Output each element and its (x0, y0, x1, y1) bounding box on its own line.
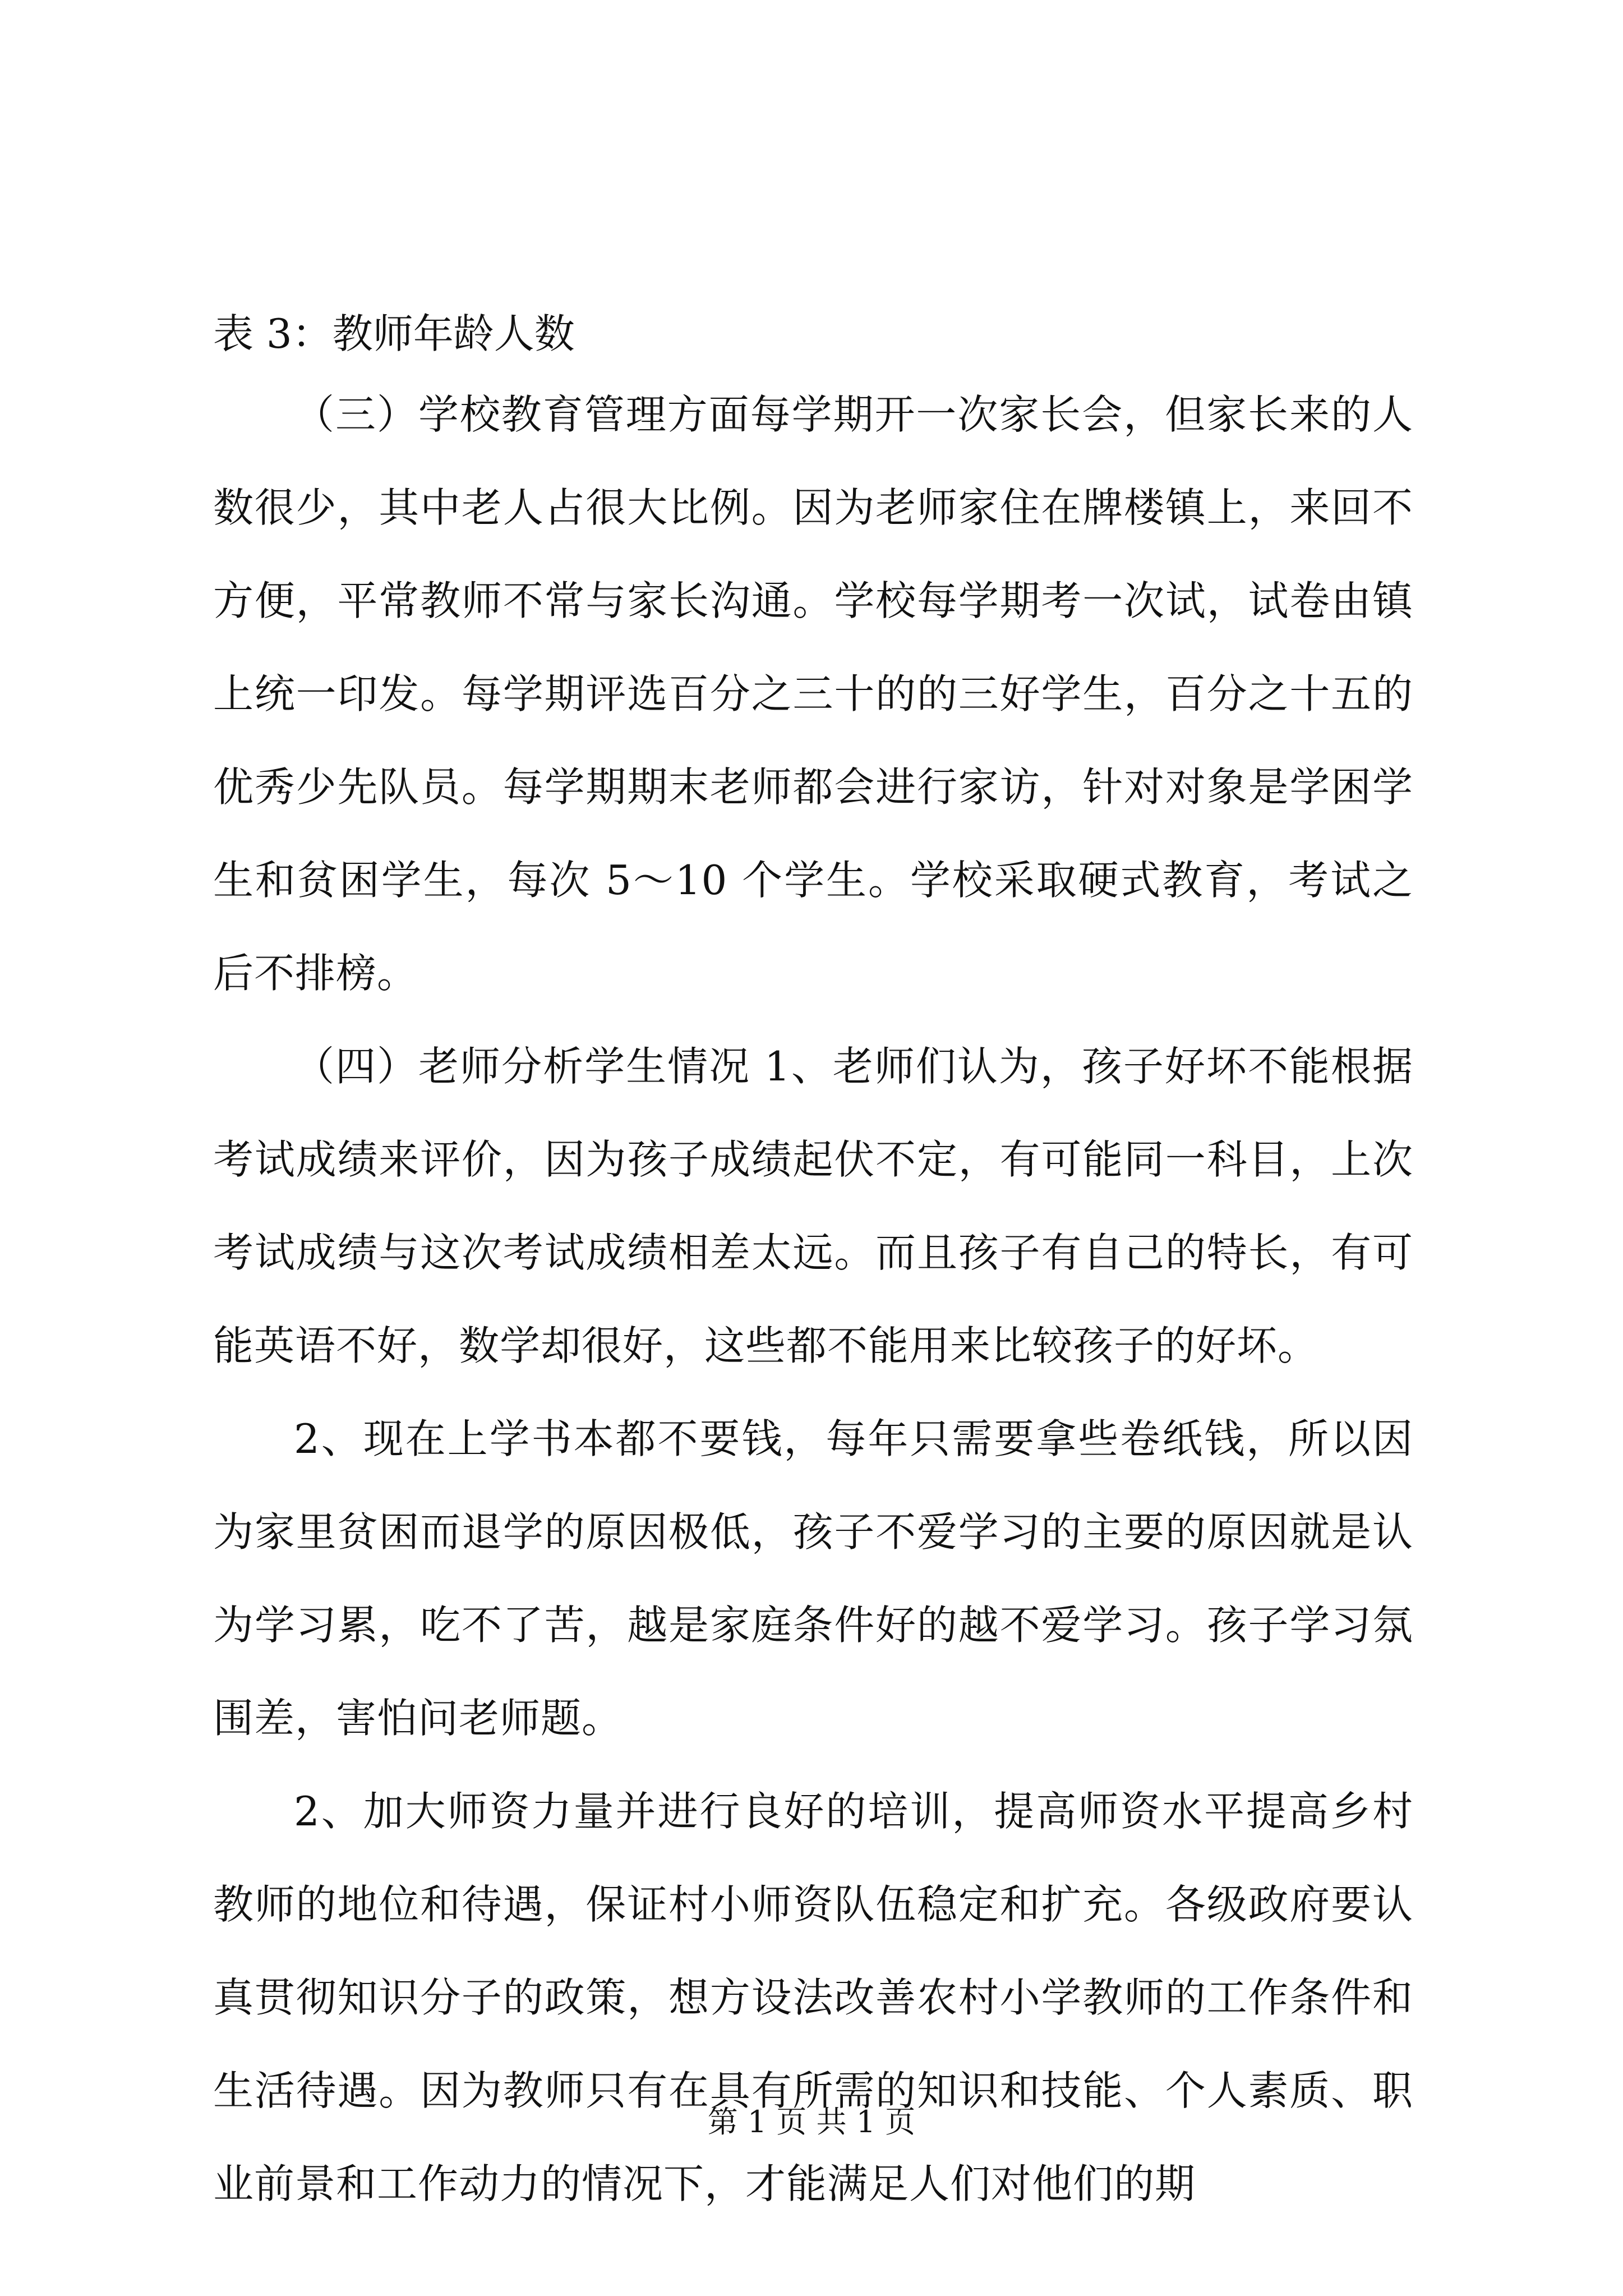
table-caption: 表 3：教师年龄人数 (213, 310, 575, 357)
paragraph-teacher-analysis: （四）老师分析学生情况 1、老师们认为，孩子好坏不能根据考试成绩来评价，因为孩子成绩起伏不定，有可能同一科目，上次考试成绩与这次考试成绩相差太远。而且孩子有自己的特长，有可能英语不好，数学却很好，这些都不能用来比较孩子的好坏。 (213, 1043, 1413, 1369)
paragraph-teacher-training: 2、加大师资力量并进行良好的培训，提高师资水平提高乡村教师的地位和待遇，保证村小师资队伍稳定和扩充。各级政府要认真贯彻知识分子的政策，想方设法改善农村小学教师的工作条件和生活待遇。因为教师只有在具有所需的知识和技能、个人素质、职业前景和工作动力的情况下，才能满足人们对他们的期 (213, 1788, 1413, 2207)
paragraph-school-management: （三）学校教育管理方面每学期开一次家长会，但家长来的人数很少，其中老人占很大比例。因为老师家住在牌楼镇上，来回不方便，平常教师不常与家长沟通。学校每学期考一次试，试卷由镇上统一印发。每学期评选百分之三十的的三好学生，百分之十五的优秀少先队员。每学期期末老师都会进行家访，针对对象是学困学生和贫困学生，每次 5～10 个学生。学校采取硬式教育，考试之后不排榜。 (213, 391, 1413, 997)
page-number-footer: 第 1 页 共 1 页 (707, 2104, 916, 2139)
document-body (213, 303, 1413, 2230)
paragraph-dropout-reasons: 2、现在上学书本都不要钱，每年只需要拿些卷纸钱，所以因为家里贫困而退学的原因极低，孩子不爱学习的主要的原因就是认为学习累，吃不了苦，越是家庭条件好的越不爱学习。孩子学习氛围差，害怕问老师题。 (213, 1415, 1413, 1742)
